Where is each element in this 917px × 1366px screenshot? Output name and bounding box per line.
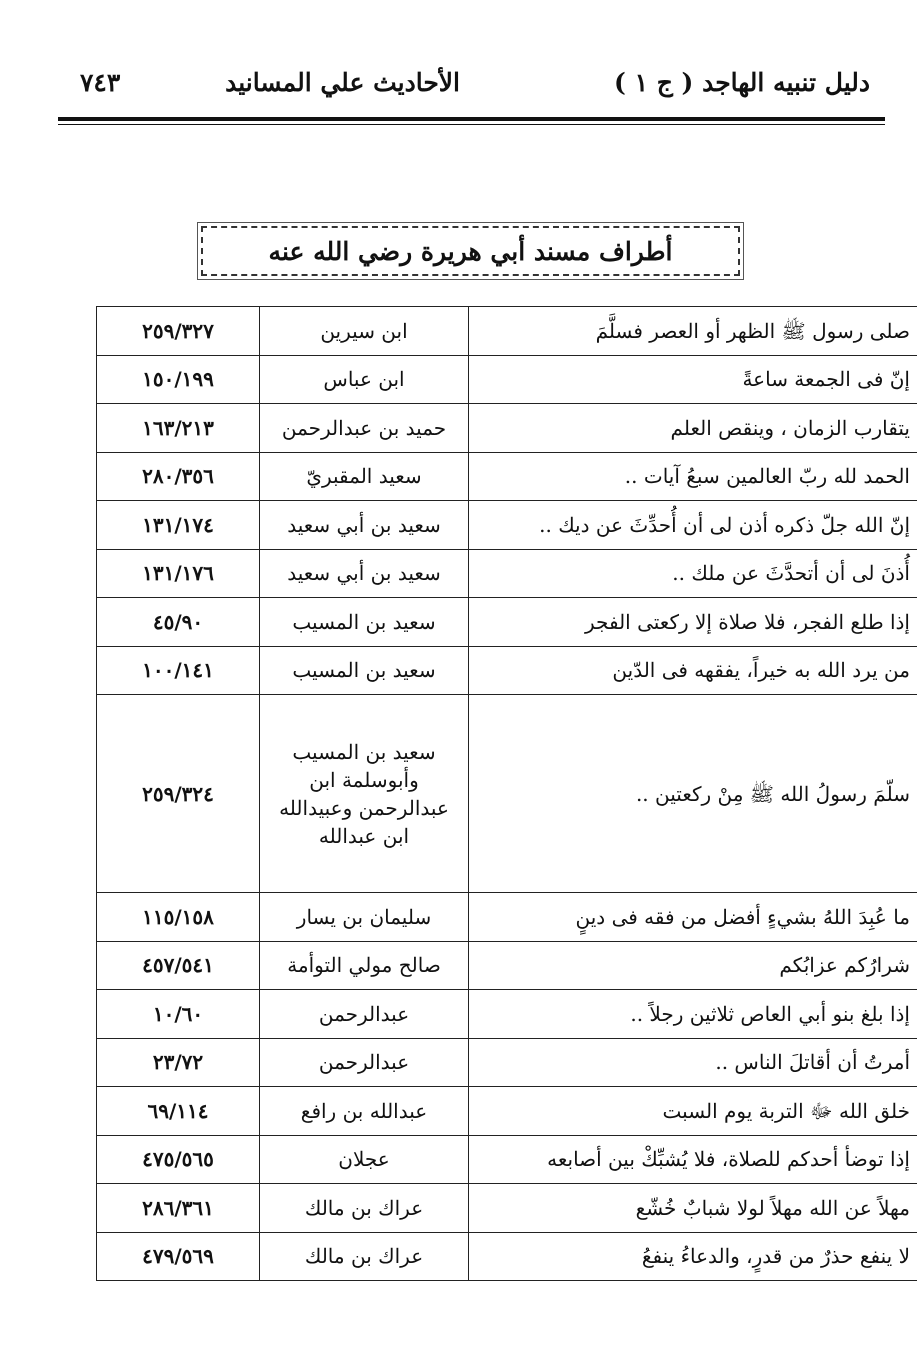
reference: ٢٥٩/٣٢٤ bbox=[97, 695, 260, 893]
narrator-line: وأبوسلمة ابن bbox=[309, 767, 419, 792]
hadith-text: إذا بلغ بنو أبي العاص ثلاثين رجلاً .. bbox=[469, 990, 917, 1039]
hadith-text: صلى رسول ﷺ الظهر أو العصر فسلَّمَ bbox=[469, 307, 917, 356]
narrator: ابن عباس bbox=[260, 355, 469, 404]
narrator: ابن سيرين bbox=[260, 307, 469, 356]
reference: ١٦٣/٢١٣ bbox=[97, 404, 260, 453]
table-row bbox=[97, 646, 917, 695]
narrator-line: عبدالرحمن وعبيدالله bbox=[279, 795, 449, 820]
header-rule-thick bbox=[58, 117, 885, 121]
table-row bbox=[97, 549, 917, 598]
table-row bbox=[97, 941, 917, 990]
table-row bbox=[97, 893, 917, 942]
hadith-text: إنّ فى الجمعة ساعةً bbox=[469, 355, 917, 404]
reference: ١٠/٦٠ bbox=[97, 990, 260, 1039]
hadith-text: إذا توضأ أحدكم للصلاة، فلا يُشبِّكْ بين أصابعه bbox=[469, 1135, 917, 1184]
hadith-text: مهلاً عن الله مهلاً لولا شبابٌ خُشّع bbox=[469, 1184, 917, 1233]
reference: ٢٣/٧٢ bbox=[97, 1038, 260, 1087]
reference: ٤٥٧/٥٤١ bbox=[97, 941, 260, 990]
hadith-text: الحمد لله ربّ العالمين سبعُ آيات .. bbox=[469, 452, 917, 501]
table-row bbox=[97, 598, 917, 647]
hadith-text: لا ينفع حذرٌ من قدرٍ، والدعاءُ ينفعُ bbox=[469, 1232, 917, 1281]
section-title-box bbox=[201, 226, 740, 276]
reference: ٢٨٠/٣٥٦ bbox=[97, 452, 260, 501]
section-running-title: الأحاديث علي المسانيد bbox=[225, 68, 460, 97]
narrator: صالح مولي التوأمة bbox=[260, 941, 469, 990]
reference: ١٥٠/١٩٩ bbox=[97, 355, 260, 404]
narrator: عراك بن مالك bbox=[260, 1184, 469, 1233]
reference: ١١٥/١٥٨ bbox=[97, 893, 260, 942]
reference: ٢٨٦/٣٦١ bbox=[97, 1184, 260, 1233]
book-title: دليل تنبيه الهاجد ( ج ١ ) bbox=[614, 68, 870, 97]
hadith-text: أمرتُ أن أقاتلَ الناس .. bbox=[469, 1038, 917, 1087]
table-row bbox=[97, 1135, 917, 1184]
reference: ٤٥/٩٠ bbox=[97, 598, 260, 647]
hadith-text: خلق الله ﷻ التربة يوم السبت bbox=[469, 1087, 917, 1136]
hadith-text: إذا طلع الفجر، فلا صلاة إلا ركعتى الفجر bbox=[469, 598, 917, 647]
hadith-text: سلّمَ رسولُ الله ﷺ مِنْ ركعتين .. bbox=[469, 695, 917, 893]
section-title: أطراف مسند أبي هريرة رضي الله عنه bbox=[268, 236, 673, 266]
narrator-line: ابن عبدالله bbox=[318, 823, 410, 848]
table-row bbox=[97, 404, 917, 453]
narrator: سعيد بن أبي سعيد bbox=[260, 549, 469, 598]
narrator bbox=[260, 695, 469, 893]
narrator: عجلان bbox=[260, 1135, 469, 1184]
narrator: عبدالرحمن bbox=[260, 990, 469, 1039]
narrator-line: سعيد بن المسيب bbox=[292, 739, 436, 764]
reference: ٢٥٩/٣٢٧ bbox=[97, 307, 260, 356]
table-row bbox=[97, 452, 917, 501]
narrator: سعيد بن المسيب bbox=[260, 646, 469, 695]
hadith-text: يتقارب الزمان ، وينقص العلم bbox=[469, 404, 917, 453]
narrator: عراك بن مالك bbox=[260, 1232, 469, 1281]
reference: ١٣١/١٧٤ bbox=[97, 501, 260, 550]
table-row bbox=[97, 990, 917, 1039]
page-number: ٧٤٣ bbox=[80, 68, 121, 97]
reference: ١٠٠/١٤١ bbox=[97, 646, 260, 695]
table-row bbox=[97, 1232, 917, 1281]
reference: ٦٩/١١٤ bbox=[97, 1087, 260, 1136]
hadith-text: شرارُكم عزابُكم bbox=[469, 941, 917, 990]
hadith-index-table bbox=[96, 306, 917, 1281]
narrator: عبدالله بن رافع bbox=[260, 1087, 469, 1136]
table-row bbox=[97, 355, 917, 404]
table-row bbox=[97, 307, 917, 356]
hadith-text: ما عُبِدَ اللهُ بشيءٍ أفضل من فقه فى دينٍ bbox=[469, 893, 917, 942]
header-rule-thin bbox=[58, 124, 885, 125]
narrator: سليمان بن يسار bbox=[260, 893, 469, 942]
hadith-text: إنّ الله جلّ ذكره أذن لى أن أُحدِّثَ عن ديك .. bbox=[469, 501, 917, 550]
narrator: سعيد بن أبي سعيد bbox=[260, 501, 469, 550]
narrator: حميد بن عبدالرحمن bbox=[260, 404, 469, 453]
table-row bbox=[97, 1038, 917, 1087]
table-row bbox=[97, 1184, 917, 1233]
reference: ٤٧٩/٥٦٩ bbox=[97, 1232, 260, 1281]
page-header bbox=[60, 64, 870, 104]
reference: ١٣١/١٧٦ bbox=[97, 549, 260, 598]
table-row bbox=[97, 1087, 917, 1136]
hadith-text: من يرد الله به خيراً، يفقهه فى الدّين bbox=[469, 646, 917, 695]
hadith-text: أُذنَ لى أن أتحدَّثَ عن ملك .. bbox=[469, 549, 917, 598]
reference: ٤٧٥/٥٦٥ bbox=[97, 1135, 260, 1184]
table-row bbox=[97, 695, 917, 893]
table-row bbox=[97, 501, 917, 550]
narrator: عبدالرحمن bbox=[260, 1038, 469, 1087]
narrator: سعيد المقبريّ bbox=[260, 452, 469, 501]
narrator: سعيد بن المسيب bbox=[260, 598, 469, 647]
